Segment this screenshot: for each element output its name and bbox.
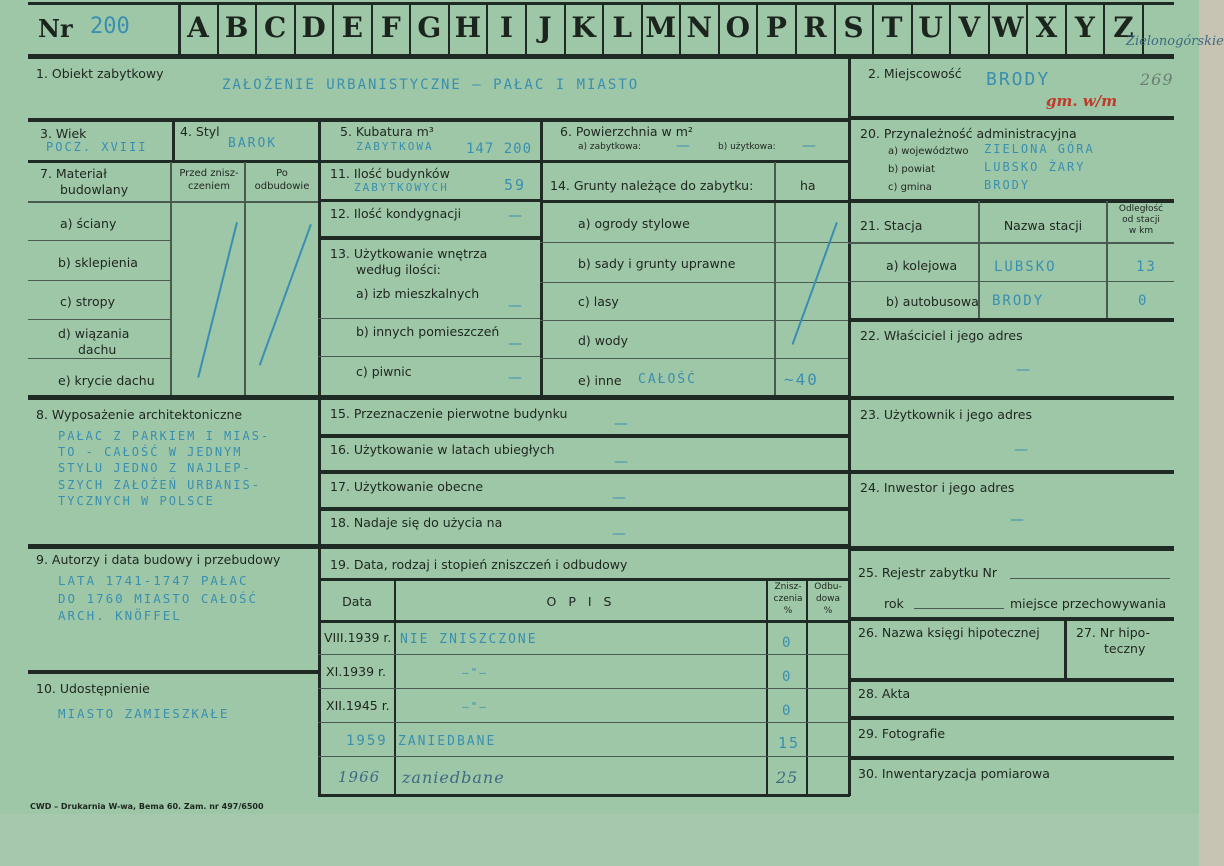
strike-after: [259, 224, 312, 366]
original-purpose-label: 15. Przeznaczenie pierwotne budynku: [330, 406, 568, 421]
fittings-value: PAŁAC Z PARKIEM I MIAS- TO - CAŁOŚĆ W JEDNYM STYLU JEDNO Z NAJLEP- SZYCH ZAŁOŻEŃ URBANIS- TYCZNYCH W POLSCE: [58, 429, 271, 508]
damage-label: 19. Data, rodzaj i stopień zniszczeń i odbudowy: [330, 557, 628, 572]
material-label-2: budowlany: [60, 182, 129, 197]
area-a-label: a) zabytkowa:: [578, 142, 641, 152]
past-use-value: —: [614, 454, 628, 470]
damage-row-3-pct: 0: [782, 703, 793, 719]
investor-label: 24. Inwestor i jego adres: [860, 480, 1015, 495]
age-label: 3. Wiek: [40, 126, 87, 141]
station-label: 21. Stacja: [860, 218, 923, 233]
storeys-label: 12. Ilość kondygnacji: [330, 206, 462, 221]
strike-grounds: [792, 222, 838, 345]
grounds-orchards: b) sady i grunty uprawne: [578, 256, 736, 271]
z-index-note: Zielonogórskie: [1126, 34, 1224, 49]
files-label: 28. Akta: [858, 686, 911, 701]
index-letter-g: G: [417, 11, 442, 44]
register-label: 25. Rejestr zabytku Nr: [858, 565, 998, 580]
index-letter-d: D: [301, 11, 326, 44]
damage-col-destruction-pct: %: [783, 606, 793, 616]
material-vaults: b) sklepienia: [58, 255, 138, 270]
index-letter-f: F: [380, 11, 401, 44]
damage-col-date: Data: [342, 594, 372, 609]
admin-voivodeship-value: ZIELONA GÓRA: [984, 142, 1095, 156]
access-label: 10. Udostępnienie: [36, 681, 150, 696]
index-letter-u: U: [918, 11, 943, 44]
locality-number: 269: [1140, 70, 1174, 89]
index-letter-r: R: [803, 11, 827, 44]
damage-row-1-desc: NIE ZNISZCZONE: [400, 632, 538, 647]
owner-label: 22. Właściciel i jego adres: [860, 328, 1023, 343]
index-letter-v: V: [958, 11, 981, 44]
storeys-value: —: [508, 208, 522, 224]
grounds-label: 14. Grunty należące do zabytku:: [550, 178, 754, 193]
material-col-before-2: czeniem: [188, 181, 230, 192]
interior-other: b) innych pomieszczeń: [356, 324, 500, 339]
damage-col-desc: O P I S: [546, 594, 616, 609]
style-label: 4. Styl: [180, 124, 220, 139]
station-bus-name: BRODY: [992, 293, 1045, 309]
station-dist-col-2: od stacji: [1122, 215, 1160, 225]
index-letter-p: P: [765, 11, 787, 44]
admin-commune: c) gmina: [888, 182, 932, 193]
index-letter-y: Y: [1074, 11, 1095, 44]
photos-label: 29. Fotografie: [858, 726, 946, 741]
area-b-label: b) użytkowa:: [718, 142, 776, 152]
grounds-other-ha: ~40: [784, 370, 819, 389]
index-letter-x: X: [1035, 11, 1058, 44]
damage-col-rebuild-2: dowa: [815, 594, 841, 604]
station-bus: b) autobusowa: [886, 294, 979, 309]
material-label-1: 7. Materiał: [40, 166, 107, 181]
station-name-col: Nazwa stacji: [1003, 218, 1083, 233]
suitable-for-value: —: [612, 526, 626, 542]
mortgage-nr-label-1: 27. Nr hipo-: [1076, 625, 1151, 640]
interior-rooms-value: —: [508, 298, 522, 314]
printer-info: CWD – Drukarnia W-wa, Bema 60. Zam. nr 497/6500: [30, 802, 264, 811]
style-value: BAROK: [228, 136, 278, 151]
admin-voivodeship: a) województwo: [888, 146, 969, 157]
damage-row-5-date: 1966: [338, 768, 381, 786]
nr-value: 200: [90, 14, 130, 39]
object-label: 1. Obiekt zabytkowy: [36, 66, 164, 81]
damage-row-2-date: XI.1939 r.: [326, 664, 386, 679]
material-walls: a) ściany: [60, 216, 117, 231]
current-use-value: —: [612, 490, 626, 506]
past-use-label: 16. Użytkowanie w latach ubiegłych: [330, 442, 555, 457]
area-label: 6. Powierzchnia w m²: [560, 124, 693, 139]
index-letter-a: A: [187, 11, 209, 44]
damage-col-destruction-1: Znisz-: [774, 582, 802, 592]
interior-cellars-value: —: [508, 370, 522, 386]
volume-value: ZABYTKOWA: [356, 140, 434, 153]
authors-label: 9. Autorzy i data budowy i przebudowy: [36, 552, 281, 567]
age-value: POCZ. XVIII: [46, 140, 148, 154]
index-letter-c: C: [263, 11, 287, 44]
station-bus-km: 0: [1138, 293, 1149, 309]
fittings-label: 8. Wyposażenie architektoniczne: [36, 407, 243, 422]
index-letter-s: S: [843, 11, 864, 44]
damage-col-rebuild-pct: %: [823, 606, 833, 616]
grounds-gardens: a) ogrody stylowe: [578, 216, 690, 231]
material-col-before-1: Przed znisz-: [179, 168, 239, 179]
index-letter-e: E: [341, 11, 363, 44]
material-roof-truss-2: dachu: [78, 342, 117, 357]
register-year-label: rok: [884, 596, 904, 611]
station-rail: a) kolejowa: [886, 258, 958, 273]
damage-col-rebuild-1: Odbu-: [814, 582, 842, 592]
interior-label-1: 13. Użytkowanie wnętrza: [330, 246, 488, 261]
damage-row-5-pct: 25: [776, 768, 799, 787]
investor-value: —: [1010, 512, 1024, 528]
station-dist-col-1: Odległość: [1118, 204, 1164, 214]
admin-commune-value: BRODY: [984, 178, 1031, 192]
locality-value: BRODY: [986, 69, 1051, 90]
grounds-other-value: CAŁOŚĆ: [638, 372, 697, 387]
grounds-forests: c) lasy: [578, 294, 619, 309]
station-rail-km: 13: [1136, 259, 1157, 275]
interior-cellars: c) piwnic: [356, 364, 412, 379]
material-ceilings: c) stropy: [60, 294, 115, 309]
material-roof-truss: d) wiązania: [58, 326, 130, 341]
authors-value: LATA 1741-1747 PAŁAC DO 1760 MIASTO CAŁOŚĆ ARCH. KNÖFFEL: [58, 573, 259, 623]
damage-row-4-date: 1959: [346, 733, 388, 749]
index-letter-j: J: [538, 11, 552, 44]
buildings-value: ZABYTKOWYCH: [354, 181, 449, 194]
volume-number: 147 200: [466, 141, 533, 157]
mortgage-book-label: 26. Nazwa księgi hipotecznej: [858, 625, 1040, 640]
index-letter-m: M: [645, 11, 677, 44]
area-b-value: —: [802, 138, 816, 154]
access-value: MIASTO ZAMIESZKAŁE: [58, 706, 230, 721]
mortgage-nr-label-2: teczny: [1104, 641, 1146, 656]
user-label: 23. Użytkownik i jego adres: [860, 407, 1032, 422]
damage-row-1-pct: 0: [782, 635, 793, 651]
locality-note: gm. w/m: [1046, 92, 1118, 110]
grounds-unit: ha: [800, 178, 816, 193]
volume-label: 5. Kubatura m³: [340, 124, 434, 139]
damage-row-2-pct: 0: [782, 669, 793, 685]
index-letter-z: Z: [1113, 11, 1134, 44]
material-col-after-2: odbudowie: [254, 181, 310, 192]
material-col-after-1: Po: [276, 168, 288, 179]
admin-county-value: LUBSKO ŻARY: [984, 160, 1086, 174]
index-letter-h: H: [454, 11, 482, 44]
locality-label: 2. Miejscowość: [868, 66, 962, 81]
index-letter-i: I: [499, 11, 514, 44]
register-storage-label: miejsce przechowywania: [1010, 596, 1167, 611]
index-letter-n: N: [686, 11, 713, 44]
interior-rooms: a) izb mieszkalnych: [356, 286, 480, 301]
station-dist-col-3: w km: [1128, 226, 1154, 236]
owner-value: —: [1016, 362, 1030, 378]
material-roofing: e) krycie dachu: [58, 373, 155, 388]
station-rail-name: LUBSKO: [994, 259, 1057, 275]
damage-row-5-desc: zaniedbane: [402, 768, 505, 787]
current-use-label: 17. Użytkowanie obecne: [330, 479, 484, 494]
damage-row-4-pct: 15: [778, 734, 801, 752]
buildings-label: 11. Ilość budynków: [330, 166, 450, 181]
damage-row-2-desc: —"—: [462, 666, 488, 679]
original-purpose-value: —: [614, 416, 628, 432]
survey-label: 30. Inwentaryzacja pomiarowa: [858, 766, 1050, 781]
index-letter-b: B: [224, 11, 249, 44]
grounds-waters: d) wody: [578, 333, 628, 348]
index-letter-w: W: [992, 11, 1024, 44]
index-letter-o: O: [725, 11, 751, 44]
index-letter-l: L: [612, 11, 632, 44]
suitable-for-label: 18. Nadaje się do użycia na: [330, 515, 503, 530]
area-a-value: —: [676, 138, 690, 154]
admin-label: 20. Przynależność administracyjna: [860, 126, 1077, 141]
index-letter-t: T: [881, 11, 903, 44]
grounds-other: e) inne: [578, 373, 622, 388]
damage-row-1-date: VIII.1939 r.: [324, 630, 392, 645]
buildings-number: 59: [504, 176, 527, 194]
strike-before: [197, 222, 238, 378]
damage-row-3-desc: —"—: [462, 700, 488, 713]
interior-label-2: według ilości:: [356, 262, 441, 277]
nr-label: Nr: [38, 14, 73, 43]
damage-row-3-date: XII.1945 r.: [326, 698, 390, 713]
object-value: ZAŁOŻENIE URBANISTYCZNE – PAŁAC I MIASTO: [222, 77, 640, 93]
index-letter-k: K: [571, 11, 596, 44]
interior-other-value: —: [508, 336, 522, 352]
damage-row-4-desc: ZANIEDBANE: [398, 734, 497, 749]
damage-col-destruction-2: czenia: [773, 594, 803, 604]
admin-county: b) powiat: [888, 164, 935, 175]
user-value: —: [1014, 442, 1028, 458]
